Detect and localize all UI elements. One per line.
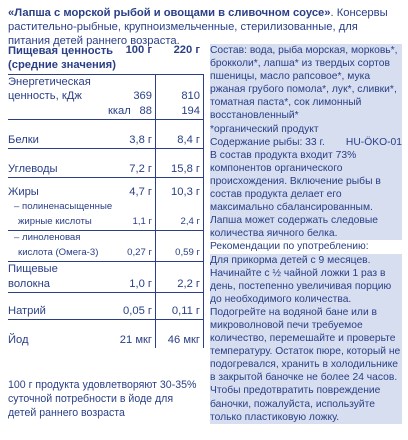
column-divider	[203, 262, 204, 276]
column-divider	[203, 89, 204, 103]
column-divider	[155, 245, 156, 261]
nutrition-row-label: Натрий	[8, 305, 46, 317]
value-100g: 4,7 г	[129, 186, 152, 198]
column-divider	[203, 149, 204, 177]
value-220g: 0,11 г	[171, 305, 200, 317]
column-divider	[155, 200, 156, 214]
nutrition-row-label: жирные кислоты	[18, 216, 92, 227]
nutrition-table-header	[8, 44, 204, 75]
value-100g: 3,8 г	[129, 134, 152, 146]
nutrition-row-label: Белки	[8, 134, 39, 146]
column-divider	[203, 178, 204, 200]
value-220g: 10,3 г	[171, 186, 200, 198]
column-divider	[155, 320, 156, 348]
column-divider	[203, 214, 204, 230]
value-220g: 8,4 г	[177, 134, 200, 146]
nutrition-row	[8, 276, 204, 293]
value-220g: 810	[181, 90, 200, 102]
nutrition-row	[8, 178, 204, 200]
usage-instructions: Для прикорма детей с 9 месяцев. Начинайте с ½ чайной ложки 1 раз в день, постепенно увеличивая порцию до необходимого количества. Подогрейте на водяной бане или в микроволновой печи требуемое количество, перемешайте и проверьте температуру. Остаток пюре, который не подогревался, хранить в холодильнике в закрытой баночке не более 24 часов. Чтобы предотвратить повреждение баночки, пожалуйста, используйте только пластиковую ложку.	[210, 254, 401, 423]
value-220g: 2,4 г	[180, 216, 200, 227]
nutrition-row-label: Углеводы	[8, 163, 58, 175]
nutrition-row-label: волокна	[8, 278, 50, 290]
nutrition-row	[8, 75, 204, 89]
column-divider	[155, 262, 156, 276]
nutrition-subheading: (средние значения)	[8, 59, 116, 71]
column-divider	[155, 75, 156, 89]
nutrition-row	[8, 103, 204, 120]
organic-code: HU-ÖKO-01	[345, 136, 402, 148]
column-divider	[203, 75, 204, 89]
value-100g: 369	[133, 90, 152, 102]
nutrition-row	[8, 262, 204, 276]
nutrition-row	[8, 293, 204, 320]
product-title: «Лапша с морской рыбой и овощами в сливочном соусе»	[8, 7, 331, 19]
column-divider	[203, 245, 204, 261]
column-divider	[203, 276, 204, 292]
organic-note: *органический продукт	[210, 123, 402, 136]
product-header	[8, 6, 402, 48]
fish-content-label: Содержание рыбы: 33 г.	[210, 136, 325, 148]
nutrition-row-label: Энергетическая	[8, 76, 91, 88]
column-divider	[155, 120, 156, 148]
column-divider	[155, 231, 156, 245]
column-divider	[203, 200, 204, 214]
value-220g: 46 мкг	[167, 334, 200, 346]
usage-heading: Рекомендации по употреблению:	[210, 241, 369, 253]
nutrition-table	[8, 44, 204, 348]
nutrition-row-label: – полиненасыщенные	[14, 201, 113, 212]
fish-content	[210, 136, 402, 149]
nutrition-heading: Пищевая ценность	[8, 45, 114, 57]
value-100g: 21 мкг	[119, 334, 152, 346]
column-divider	[155, 89, 156, 103]
allergen-note: Лапша может содержать следовые количества яичного белка.	[210, 214, 402, 240]
value-100g: 7,2 г	[129, 163, 152, 175]
value-100g: 1,1 г	[132, 216, 152, 227]
column-divider	[155, 293, 156, 319]
col-100g-header: 100 г	[125, 44, 152, 56]
nutrition-row-label: ценность, кДж	[8, 90, 82, 102]
nutrition-row-label: Йод	[8, 334, 29, 346]
column-divider	[155, 149, 156, 177]
column-divider	[203, 231, 204, 245]
nutrition-row-label: Жиры	[8, 186, 39, 198]
nutrition-row	[8, 200, 204, 214]
nutrition-row-label: – линоленовая	[14, 232, 81, 243]
nutrition-row	[8, 245, 204, 262]
value-220g: 0,59 г	[175, 247, 200, 258]
column-divider	[203, 103, 204, 119]
nutrition-row-label: ккал	[108, 105, 131, 117]
nutrition-row	[8, 214, 204, 231]
nutrition-row	[8, 89, 204, 103]
value-100g: 1,0 г	[129, 278, 152, 290]
nutrition-row-label: кислота (Омега-3)	[18, 247, 99, 258]
column-divider	[155, 103, 156, 119]
column-divider	[155, 276, 156, 292]
nutrition-row	[8, 149, 204, 178]
column-divider	[203, 293, 204, 319]
value-220g: 15,8 г	[171, 163, 200, 175]
organic-percentage: В состав продукта входит 73% компонентов органического происхождения. Включение рыбы в состав продукта делает его максимально сбалансированным.	[210, 149, 402, 214]
column-divider	[203, 120, 204, 148]
iodine-footnote: 100 г продукта удовлетворяют 30-35% суточной потребности в йоде для детей раннего возраста	[8, 379, 197, 419]
value-100g: 88	[139, 105, 152, 117]
value-100g: 0,05 г	[123, 305, 152, 317]
value-100g: 0,27 г	[127, 247, 152, 258]
nutrition-row	[8, 320, 204, 348]
value-220g: 194	[181, 105, 200, 117]
value-220g: 2,2 г	[177, 278, 200, 290]
nutrition-row-label: Пищевые	[8, 263, 58, 275]
composition-text: Состав: вода, рыба морская, морковь*, брокколи*, лапша* из твердых сортов пшеницы, масло рапсовое*, мука ржаная грубого помола*, лук*, сливки*, томатная паста*, сок лимонный восстановленный*	[210, 44, 402, 123]
product-description: . Консервы растительно-рыбные, крупноизмельченные, стерилизованные, для питания детей раннего возраста.	[8, 7, 388, 47]
column-divider	[203, 320, 204, 348]
column-divider	[155, 214, 156, 230]
column-divider	[155, 178, 156, 200]
composition-column	[210, 44, 402, 424]
nutrition-rows	[8, 75, 204, 348]
col-220g-header: 220 г	[173, 44, 200, 56]
nutrition-row	[8, 231, 204, 245]
nutrition-row	[8, 120, 204, 149]
